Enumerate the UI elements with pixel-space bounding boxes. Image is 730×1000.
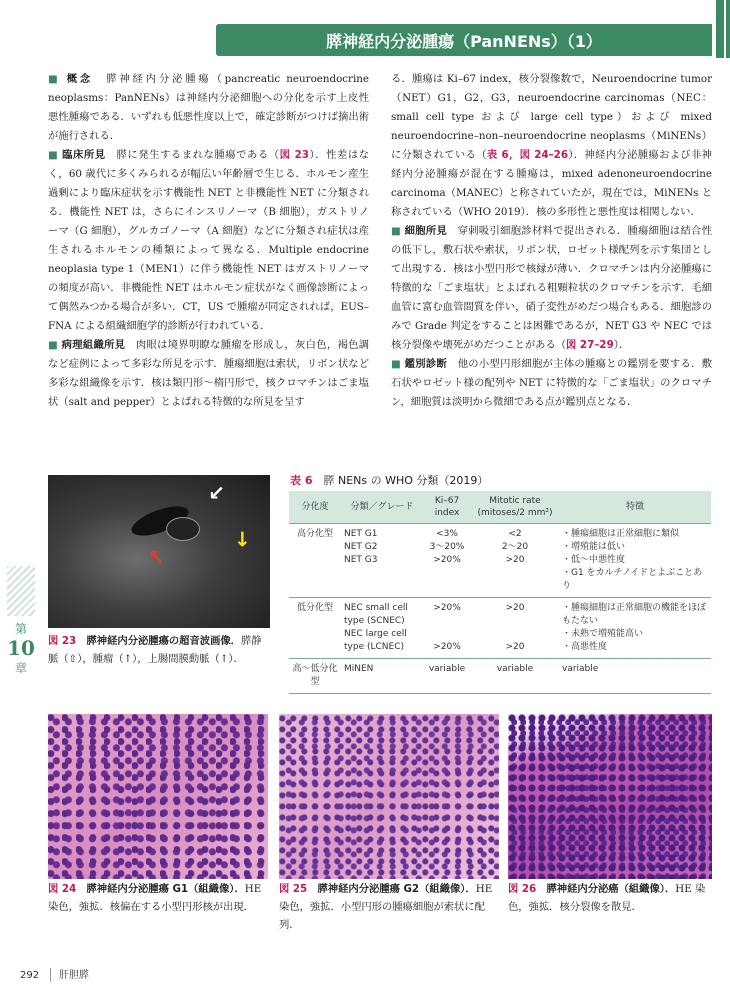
table-header-cell: 分類／グレード (350, 502, 414, 512)
yellow-arrow-icon: ↙ (227, 524, 257, 554)
chapter-suffix: 章 (14, 661, 27, 675)
figure-number: 図 24 (48, 883, 77, 895)
page-footer (20, 966, 89, 982)
who-classification-table (289, 491, 711, 694)
figure-25-caption (279, 880, 499, 934)
table-header-cell: Ki–67 index (434, 496, 460, 518)
histology-image-nec (508, 714, 712, 879)
keyword: 臨床所見 (62, 149, 106, 161)
paragraph-text: 膵神経内分泌腫瘍（pancreatic neuroendocrine neoplasms：PanNENs）は神経内分泌細胞への分化を示す上皮性悪性腫瘍である．いずれも低悪性度以上で，確定診断がつけば摘出術が施行される． (48, 73, 369, 142)
table-header-cell: 特徴 (625, 502, 644, 512)
figure-title: 膵神経内分泌腫瘍の超音波画像． (86, 635, 241, 647)
section-header (216, 24, 712, 56)
figure-number: 図 25 (279, 883, 308, 895)
table-cell-cat: 高〜低分化型 (292, 664, 338, 687)
body-text (48, 70, 712, 412)
table-cell-ki67: <3% 3〜20% >20% (429, 529, 465, 565)
table-header-cell: Mitotic rate (mitoses/2 mm²) (477, 496, 553, 518)
paragraph-text: ）． (613, 339, 630, 351)
table-6-title (290, 472, 488, 488)
table-cell-grade: NET G1 NET G2 NET G3 (344, 529, 378, 565)
table-title: 膵 NENs の WHO 分類（2019） (323, 474, 489, 487)
table-number: 表 6 (290, 474, 313, 487)
edge-line (724, 0, 726, 58)
paragraph-text: 膵に発生するまれな腫瘍である（ (116, 149, 280, 161)
paragraph-text: 穿刺吸引細胞診材料で提出される．腫瘍細胞は結合性の低下し，敷石状や索状，リボン状，ロゼット様配列を示す集団として出現する．核は小型円形で核縁が薄い．クロマチンは内分泌腫瘍に特徴的な「ごま塩状」とよばれる粗顆粒状のクロマチンを示す．毛細血管に富む血管間質を伴い，硝子変性がめだつ場合もある．細胞診のみで Grade 判定をすることは困難であるが，NET G3 や NEC では核分裂像や壊死がめだつことがある（ (391, 225, 712, 351)
figure-number: 図 26 (508, 883, 537, 895)
paragraph-text: ）．神経内分泌腫瘍および非神経内分泌腫瘍が混在する腫瘍は，mixed adenoneuroendocrine carcinoma（MANEC）と称されていたが，現在では，MiNENs と称されている（WHO 2019）．核の多形性と悪性度は相関しない． (391, 149, 712, 218)
table-cell-mitotic: variable (496, 664, 534, 674)
paragraph-classification (391, 70, 712, 222)
chapter-stripes (7, 566, 35, 616)
table-cell-cat: 高分化型 (296, 529, 333, 539)
square-bullet-icon: ■ (48, 339, 59, 351)
figure-text: 膵静脈（⇧），腫瘤（↑），上腸間膜動脈（↑）． (48, 635, 262, 665)
paragraph-text: る．腫瘍は Ki–67 index，核分裂像数で，Neuroendocrine tumor（NET）G1，G2，G3，neuroendocrine carcinomas（NEC：small cell type および large cell type）および mixed neuroendocrine–non–neuroendocrine neoplasms（MiNENs）に分類されている（ (391, 73, 712, 161)
keyword: 概念 (66, 73, 94, 85)
paragraph-text: 他の小型円形細胞が主体の腫瘍との鑑別を要する．敷石状やロゼット様の配列や NET に特徴的な「ごま塩状」のクロマチン，細胞質は淡明から微細である点が鑑別点となる． (391, 358, 712, 408)
edge-tab (716, 0, 730, 58)
page-number: 292 (20, 970, 40, 981)
square-bullet-icon: ■ (391, 225, 402, 237)
footer-divider (50, 968, 51, 982)
square-bullet-icon: ■ (48, 73, 61, 85)
figure-text: HE 染色，強拡．小型円形の腫瘍細胞が索状に配列． (279, 883, 493, 931)
figure-title: 膵神経内分泌腫瘍 G1（組織像）． (86, 883, 245, 895)
figure-text: HE 染色，強拡．核分裂像を散見． (508, 883, 706, 913)
table-cell-features: ・腫瘍細胞は正常細胞に類似 ・増殖能は低い ・低〜中悪性度 ・G1 をカルチノイドとよぶことあり (562, 529, 703, 591)
chapter-prefix: 第 (14, 622, 27, 636)
table-cell-grade: MiNEN (344, 664, 374, 674)
keyword: 病理組織所見 (61, 339, 126, 351)
figure-title: 膵神経内分泌癌（組織像）． (546, 883, 676, 895)
figure-title: 膵神経内分泌腫瘍 G2（組織像）． (317, 883, 476, 895)
tumor-shape (166, 517, 200, 541)
paragraph-text: ）．性差はなく，60 歳代に多くみられるが幅広い年齢層で生じる．ホルモン産生過剰により臨床症状を示す機能性 NET と非機能性 NET に分類される．機能性 NET は，さらにインスリノーマ（B 細胞），ガストリノーマ（G 細胞），グルカゴノーマ（A 細胞）などに分類され症状は産生されるホルモンの種類によって異なる．Multiple endocrine neoplasia type 1（MEN1）に伴う機能性 NET はガストリノーマの頻度が高い．非機能性 NET はホルモン症状がなく画像診断によって偶然みつかる場合が多い．CT，US で腫瘤が同定されれば，EUS–FNA による組織細胞学的診断が行われている． (48, 149, 370, 332)
table-cell-features: ・腫瘍細胞は正常細胞の機能をほぼもたない ・未熟で増殖能高い ・高悪性度 (562, 603, 707, 652)
table-row (289, 598, 711, 659)
page-title: 膵神経内分泌腫瘍（PanNENs）（1） (326, 31, 602, 51)
red-arrow-icon: ↑ (142, 542, 171, 572)
chapter-number: 10 (7, 636, 35, 660)
figure-text: HE 染色，強拡．核偏在する小型円形核が出現． (48, 883, 262, 913)
table-row (289, 659, 711, 694)
table-cell-ki67: variable (428, 664, 466, 674)
table-ref-link[interactable]: 表 6，図 24–26 (486, 149, 569, 161)
histology-image-g2 (279, 714, 499, 879)
table-header-cell: 分化度 (301, 502, 329, 512)
white-arrow-icon: ↓ (201, 478, 231, 508)
histology-image-g1 (48, 714, 268, 879)
paragraph-concept (48, 70, 369, 146)
keyword: 細胞所見 (404, 225, 448, 237)
table-header-row (289, 491, 711, 524)
table-cell-ki67: >20% >20% (433, 603, 461, 652)
table-cell-grade: NEC small cell type (SCNEC) NEC large cell type (LCNEC) (344, 603, 408, 652)
figure-number: 図 23 (48, 635, 77, 647)
square-bullet-icon: ■ (391, 358, 402, 370)
text-column-right (391, 70, 712, 412)
section-name: 肝胆膵 (59, 970, 89, 981)
text-column-left (48, 70, 369, 412)
figure-23-caption (48, 632, 270, 668)
chapter-marker (4, 566, 38, 676)
figure-ref-link[interactable]: 図 23 (279, 149, 309, 161)
table-cell-mitotic: <2 2〜20 >20 (501, 529, 529, 565)
paragraph-cytology (391, 222, 712, 355)
figure-ref-link[interactable]: 図 27–29 (566, 339, 614, 351)
figure-24-caption (48, 880, 270, 916)
table-cell-cat: 低分化型 (296, 603, 333, 613)
paragraph-pathology (48, 336, 369, 412)
table-cell-features: variable (562, 664, 599, 674)
square-bullet-icon: ■ (48, 149, 59, 161)
paragraph-differential (391, 355, 712, 412)
table-row (289, 524, 711, 598)
paragraph-text: 肉眼は境界明瞭な腫瘤を形成し，灰白色，褐色調など症例によって多彩な所見を示す．腫瘍細胞は索状，リボン状など多彩な組織像を示す．核は類円形〜楕円形で，核クロマチンはごま塩状（salt and pepper）とよばれる特徴的な所見を呈す (48, 339, 369, 408)
figure-26-caption (508, 880, 712, 916)
ultrasound-image (48, 475, 270, 628)
keyword: 鑑別診断 (404, 358, 448, 370)
paragraph-clinical (48, 146, 369, 336)
table-cell-mitotic: >20 >20 (505, 603, 525, 652)
